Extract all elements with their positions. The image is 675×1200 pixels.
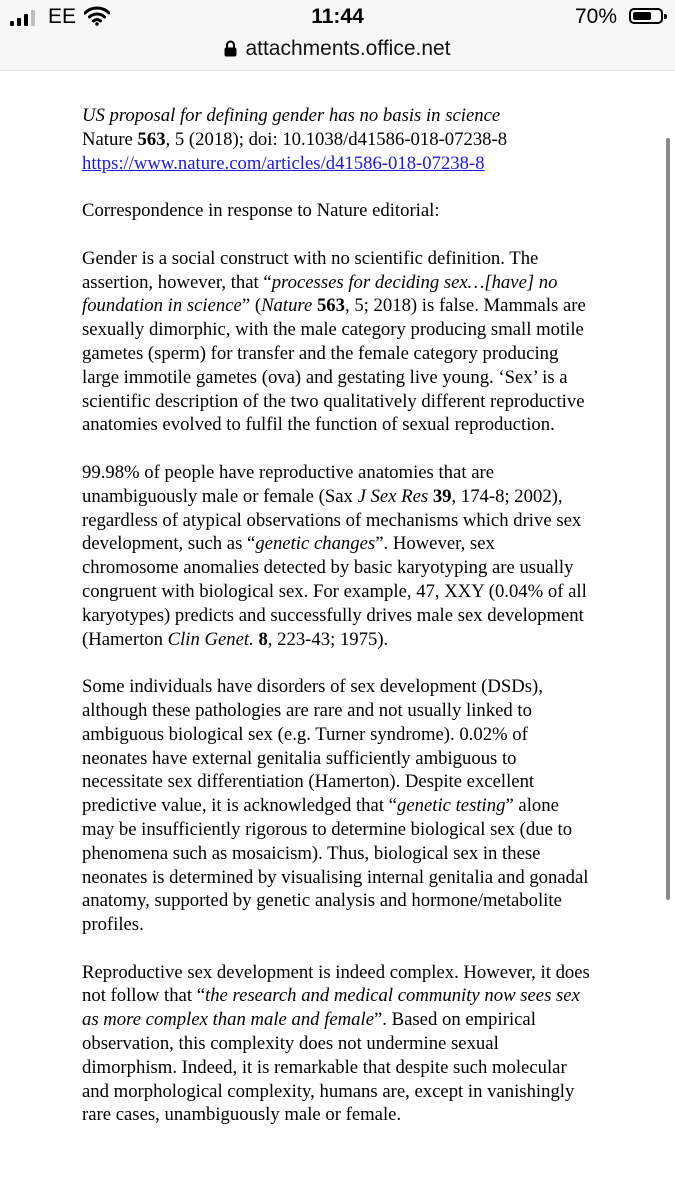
- article-link[interactable]: https://www.nature.com/articles/d41586-018-07238-8: [82, 152, 485, 174]
- paragraph-3: Some individuals have disorders of sex development (DSDs), although these pathologies are rare and not usually linked to ambiguous biological sex (e.g. Turner syndrome). 0.02% of neonates have external genitalia sufficiently ambiguous to necessitate sex differentiation (Hamerton). Despite excellent predictive value, it is acknowledged that “genetic testing” alone may be insufficiently rigorous to determine biological sex (due to phenomena such as mosaicism). Thus, biological sex in these neonates is determined by visualising internal genitalia and gonadal anatomy, supported by genetic analysis and hormone/metabolite profiles.: [82, 676, 589, 936]
- citation: US proposal for defining gender has no basis in science Nature 563, 5 (2018); doi: 10.1038/d41586-018-07238-8 https://www.nature.com/articles/d41586-018-07238-8: [82, 105, 508, 174]
- paragraph-1: Gender is a social construct with no scientific definition. The assertion, however, that “processes for deciding sex…[have] no foundation in science” (Nature 563, 5; 2018) is false. Mammals are sexually dimorphic, with the male category producing small motile gametes (sperm) for transfer and the female category producing large immotile gametes (ova) and gestating live young. ‘Sex’ is a scientific description of the two qualitatively different reproductive anatomies evolved to fulfil the function of sexual reproduction.: [82, 247, 586, 436]
- carrier-label: EE: [48, 5, 77, 28]
- lock-icon: [224, 40, 237, 57]
- intro-line: Correspondence in response to Nature editorial:: [82, 200, 440, 222]
- document-body: [82, 104, 592, 1151]
- clock: 11:44: [311, 5, 364, 28]
- url-text: attachments.office.net: [245, 37, 451, 60]
- status-bar: [0, 0, 675, 71]
- battery-percent: 70%: [574, 5, 617, 28]
- paragraph-2: 99.98% of people have reproductive anatomies that are unambiguously male or female (Sax J Sex Res 39, 174-8; 2002), regardless of atypical observations of mechanisms which drive sex development, such as “genetic changes”. However, sex chromosome anomalies detected by basic karyotyping are usually congruent with biological sex. For example, 47, XXY (0.04% of all karyotypes) predicts and successfully drives male sex development (Hamerton Clin Genet. 8, 223-43; 1975).: [82, 461, 587, 650]
- article-title: US proposal for defining gender has no basis in science: [82, 105, 501, 126]
- address-bar[interactable]: [0, 37, 675, 61]
- paragraph-4: Reproductive sex development is indeed complex. However, it does not follow that “the research and medical community now sees sex as more complex than male and female”. Based on empirical observation, this complexity does not undermine sexual dimorphism. Indeed, it is remarkable that despite such molecular and morphological complexity, humans are, except in vanishingly rare cases, unambiguously male or female.: [82, 961, 590, 1126]
- scrollbar[interactable]: [666, 138, 670, 900]
- battery-level: [633, 12, 651, 20]
- battery-icon: [629, 8, 663, 24]
